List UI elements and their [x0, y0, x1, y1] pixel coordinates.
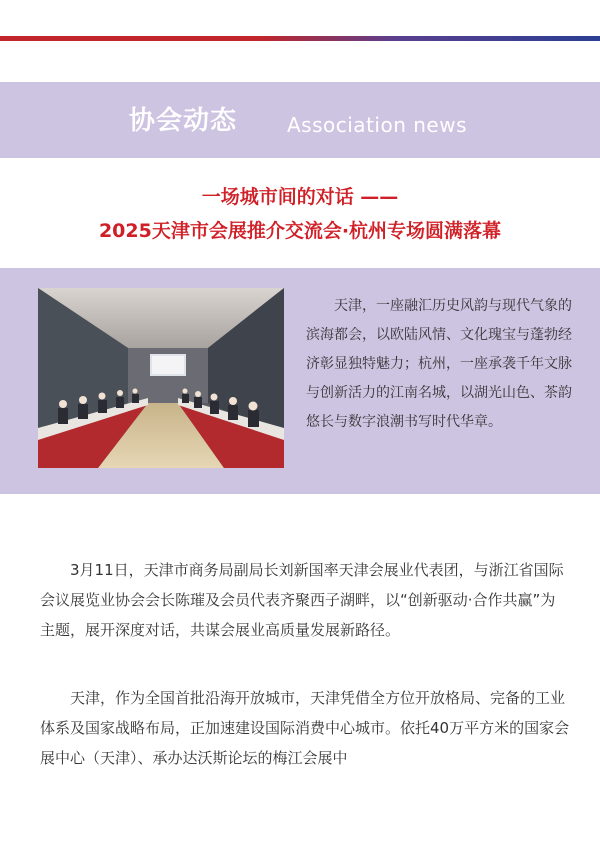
top-bar-blue-segment	[260, 36, 600, 41]
headline-line2: 2025天津市会展推介交流会·杭州专场圆满落幕	[98, 220, 502, 242]
headline-line1: 一场城市间的对话 ——	[201, 186, 399, 208]
top-bar-red-segment	[0, 36, 260, 41]
body-paragraph-2: 天津，作为全国首批沿海开放城市，天津凭借全方位开放格局、完备的工业体系及国家战略布局，正加速建设国际消费中心城市。依托40万平方米的国家会展中心（天津）、承办达沃斯论坛的梅江会展中	[40, 689, 570, 767]
meeting-photo	[38, 288, 284, 468]
top-decor-bar	[0, 36, 600, 41]
section-title-en: Association news	[287, 113, 467, 137]
section-title-cn: 协会动态	[129, 106, 238, 136]
intro-paragraph: 天津，一座融汇历史风韵与现代气象的滨海都会，以欧陆风情、文化瑰宝与蓬勃经济彰显独特魅力；杭州，一座承袭千年文脉与创新活力的江南名城，以湖光山色、茶韵悠长与数字浪潮书写时代华章。	[306, 298, 572, 430]
body-paragraph-1: 3月11日，天津市商务局副局长刘新国率天津会展业代表团，与浙江省国际会议展览业协会会长陈璀及会员代表齐聚西子湖畔，以“创新驱动·合作共赢”为主题，展开深度对话，共谋会展业高质量发展新路径。	[40, 561, 564, 639]
